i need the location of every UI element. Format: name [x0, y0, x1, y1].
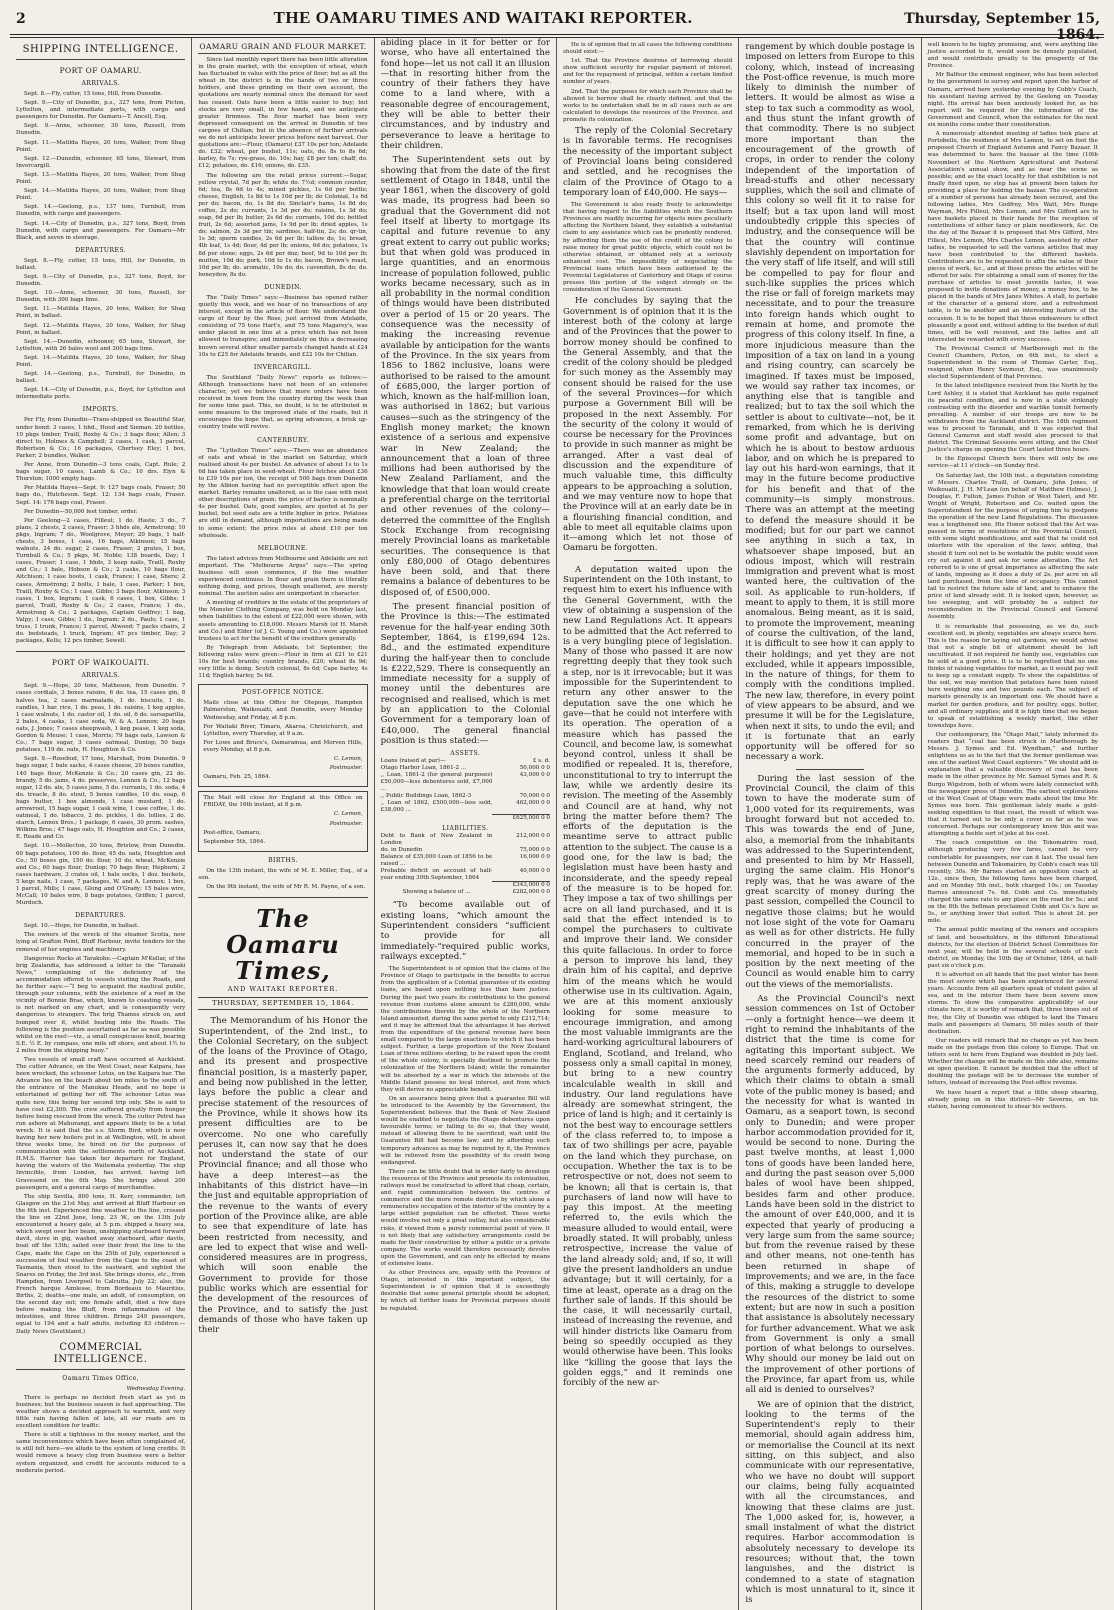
editorial-continued — [381, 38, 550, 746]
port-oamaru-heading: PORT OF OAMARU. — [59, 66, 142, 75]
table-row: ,, Loan, 1861-2 (for general purposes) £50,000—less debentures sold, £7,000 ... 43,000 0 0 — [380, 772, 550, 793]
departures-list — [16, 258, 185, 402]
mail-notice — [198, 791, 367, 852]
news-paragraph: Since last monthly report there has been little alteration in the grain market, with the exception of wheat, which has fluctuated in value with the price of flour; but as all the wheat in the district is in the hands of two or three holders, and these grinding on their own account, the quotations are nearly nominal since the demand for seed has ceased. Oats have been a little easier to buy; but stocks are very small, in few hands, and we anticipate greater firmness. The flour market has been very depressed consequent on the arrival in Dunedin of two cargoes of Chilian; but in the absence of further arrivals we do not anticipate lower prices before next harvest. Our quotations are:—Flour, (Oamaru) £37 10s per ton; Adelaide do. £32; wheat, per bushel, 11s; oats, do. 8s to 8s 6d; barley, 6s 7s; rye-grass, do. 10s; hay, £8 per ton; chaff, do. £12; potatoes, do. £16; onions, do. £35. — [198, 57, 368, 170]
masthead — [10, 8, 1104, 43]
list-item: Sept. 8.—Fly, cutter, 15 tons, Hill, from Dunedin. — [24, 91, 163, 97]
column-2 — [192, 38, 374, 1610]
editorial-paragraph: The Memorandum of his Honor the Superintendent, of the 2nd inst., to the Colonial Secretary, on the subject of the loans of the Province of Otago, and its present and prospective financial position, is a masterly paper, and being now published in the letter, lays before the public a clear and precise statement of the resources of the Province, while it shows how its present difficulties are to be overcome. No one who carefully peruses it, can now say that he does not understand the state of our Provincial finance; and all those who have a deep interest—as the inhabitants of this district have—in the just and equitable appropriation of the revenue to the wants of every portion of the Province alike, are able to see that expenditure of late has been restricted from necessity, and are led to expect that wise and well-considered measures are in progress, which will soon enable the Government to provide for those public works which are essential for the development of the resources of the Province, and to satisfy the just demands of those who have taken up their — [198, 1016, 368, 1336]
table-row: £625,000 0 0 — [381, 814, 550, 822]
list-item: Sept. 11.—Matilda Hayes, 20 tons, Walker, for Shag Point, in ballast. — [16, 306, 186, 320]
editorial-paragraph: He concludes by saying that the Government is of opinion that it is the interest both of the colony at large and of the Provinces that the power to borrow money should be confined to the General Assembly, and that the credit of the colony should be pledged for such money as the Assembly may consent should be raised for the use of the several Provinces—for which purpose a Government Bill will be proposed in the next Assembly. For the security of the colony it would of course be necessary for the Provinces to provide in such manner as might be arranged. After a vast deal of discussion and the expenditure of much valuable time, this difficulty appears to be approaching a solution, and we may venture now to hope that the Province will at an early date be in a flourishing financial condition, and able to meet all equitable claims upon it—among which let not those of Oamaru be forgotten. — [562, 296, 733, 554]
list-item: Sept. 8.—Fly, cutter, 15 tons, Hill, for Dunedin, in ballast. — [16, 257, 186, 271]
table-row: Probable deficit on account of half-year ending 30th September, 1864 40,000 0 0 — [380, 867, 550, 881]
small-paragraph: The Provincial Council of Marlborough met in the Council Chambers, Picton, on 6th inst., to elect a Superintendent in the room of Thomas Carter, Esq., resigned, when Henry Seymour, Esq., was unanimously elected Superintendent of that Province. — [927, 345, 1098, 381]
list-item: Sept. 14.—Matilda Hayes, 20 tons, Walker, for Shag Point. — [16, 354, 186, 368]
liabilities-table — [381, 833, 550, 897]
editorial-paragraph: The reply of the Colonial Secretary is in favorable terms. He recognises the necessity of the important subject of Provincial loans being considered and settled, and he recognises the claim of the Province of Otago to a temporary loan of £40,000. He says— — [562, 126, 733, 198]
notice-place: Post-office, Oamaru, — [203, 829, 261, 836]
editorial-lead — [198, 1016, 367, 1335]
postmaster-title: Postmaster. — [329, 820, 363, 827]
column-5 — [739, 38, 921, 1610]
columns — [10, 38, 1104, 1606]
editorial-paragraph: During the last session of the Provincial Council, the claim of this town to have the moderate sum of 1,000 voted for its requirements, was brought forward but not acceded to. This was towards the end of June, also, a memorial from the inhabitants was addressed to the Superintendent, and presented to him by Mr Hassell, urging the same claim. His Honor's reply was, that he was aware of the great scarcity of money during the past session, compelled the Council to negative those claims; but he would not lose sight of the vote for Oamaru as well as for other districts. He fully concurred in the prayer of the memorial, and hoped to be in such a position by the next meeting of the Council as would enable him to carry out the views of the memorialists. — [745, 773, 915, 990]
editorial-subtitle: AND WAITAKI REPORTER. — [227, 985, 339, 994]
editorial-paragraph: rangement by which double postage is imposed on letters from Europe to this colony, which, instead of increasing the Post-office revenue, is much more likely to diminish the number of letters. It would be almost as wise a step to tax such a commodity as wool, and thus stunt the infant growth of that commodity. There is no subject more important than the encouragement of the growth of crops, in order to render the colony independent of the importation of bread-stuffs and other necessary supplies, which the soil and climate of this colony so well fit it to raise for itself; but a tax upon land will most undoubtedly cripple this species of industry, and the consequence will be that the country will continue slavishly dependent on importation for the very staff of life itself, and will still be compelled to pay for flour and such-like supplies the prices which the rise or fall of foreign markets may necessitate, and to pour the treasure into foreign hands which ought to remain at home, and promote the progress of this colony itself. In fine, a more injudicious measure than the imposition of a tax on land in a young and rising country, can scarcely be imagined. If taxes must be imposed, we would say rather tax incomes, or anything else that is tangible and realized; but to tax the soil which the settler is about to cultivate—not, be it remarked, from which he is deriving some profit and advantage, but on which he is about to bestow arduous labor, and on which he is prepared to lay out his hard-won earnings, that it may in the future become productive for his benefit and that of the community—is simply monstrous. There was an attempt at the meeting to defend the measure should it be modified; but for our part we cannot see anything in such a tax, in whatsoever shape imposed, but an odious impost, which will restrain immigration and prevent what is most wanted here, the cultivation of the soil. As applicable to run-holders, if meant to apply to them, it is still more anomalous. Being meant, as it is said, to promote the improvement, meaning of course the cultivation, of the land, it is difficult to see how it can apply to their holdings; and yet they are not excluded, while it appears impossible, in the nature of things, for them to comply with the conditions implied. The new law, therefore, in every point of view appears to be absurd, and we presume it will be for the Legislature, when next it sits, to undo the evil; and it is fortunate that an early opportunity will be offered for so necessary a work. — [745, 42, 915, 763]
editorial-quote — [381, 900, 550, 962]
small-paragraph: It is adverted on all hands that the past winter has been the most severe which has been experienced for several years. Accounts from all quarters speak of violent gales at sea, and in the interior there have been severe snow storms. To show the comparative applicability of our climate here, it is worthy of remark that, three times out of five, the City of Dunedin was obliged to land the Timaru mails and passengers at Oamaru, 50 miles south of their destination. — [927, 972, 1098, 1035]
list-item: Sept. 12.—Matilda Hayes, 20 tons, Walker, for Shag Point, in ballast. — [16, 322, 186, 336]
postmaster-signature: C. Lemon, — [333, 811, 363, 818]
assets-table — [381, 758, 550, 822]
wk-news — [16, 932, 185, 1335]
news-paragraph: The Southland “Daily News” reports as follows:—Although transactions have not been of an extensive character, yet we believe that more orders have been received in town from the country during the week than for some time past. This, no doubt, is to be attributed in some measure to the improved state of the roads, but it encourages the hope that, as spring advances, a brisk up-country trade will revive. — [198, 374, 368, 431]
column-3 — [375, 38, 557, 1610]
small-paragraph: The Superintendent is of opinion that the claims of the Province of Otago to participate in the benefits to accrue from the application of a Colonial guarantee of its existing loans, are based upon nothing less than bare justice. During the past two years its contributions to the general revenue from customs alone amount to £280,000, while the contributions thereto by the whole of the Northern Island amounted, during the same period to only £212,714; and it may be affirmed that the advantages it has derived from the expenditure of the general revenue have been small compared to the large exactions to which it has been subject. Further, a large proportion of the New Zealand Loan of three millions sterling, to be raised upon the credit of the whole colony, is specially destined to promote the colonization of the Northern Island; while the remainder will be absorbed by a war in which the interests of the Middle Island possess no local interest, and from which they will derive no appreciable benefit. — [380, 966, 550, 1093]
small-paragraph: Our contemporary, the “Otago Mail,” lately informed its readers that “coal has been struck in Marlborough by Messrs. J. Symes and Ed. Wyndham,” and further enlightens us as to the fact that the former gentleman was one of the earliest West Coast explorers.” We should add in explanation that a valuable discovery of coal has been made in the other province by Mr. Samuel Symes and R. & Burgo Wigstrom, both of whom were lately connected with the newspaper press of Dunedin. The earliest explorations of the West Coast of Otago were made about the time Mr. Symes was born. This gentleman lately made a gold-seeking expedition to that coast, the result of which was that it turned out to be only a cover so far as he was concerned. Perhaps our contemporary knew this and was attempting a feeble sort of joke at his cost. — [927, 731, 1098, 838]
list-item: Per Fly, from Dunedin—Trans-shipped ex Beautiful Star, under bond: 3 cases, 1 hhd., Hood and Sieman. 20 bottles, 10 pkgs timber, Traill, Roxby & Co.; 3 bags flour, Allen; 3 direct to, Holmes & Campbell; 2 cases, 1 cask, 1 parcel, Robertson & Co.; 16 packages, Chertsey Eley; 1 box, Parker; 2 bundles, Walker. — [16, 417, 186, 459]
quote-paragraph: “To become available out of existing loans, “which amount the Superintendent considers “sufficient to provide for all immediately-“required public works, railways excepted.” — [380, 900, 550, 962]
notice-date: September 5th, 1864. — [203, 838, 266, 845]
list-item: Per Dunedin—50,000 feet timber, order. — [24, 508, 138, 515]
notice-line: The Mail will close for England at this Office on FRIDAY, the 16th instant, at 8 p.m. — [203, 795, 363, 809]
list-item: Per Anne, from Dunedin—3 tons coals, Capt. Rule; 2 bags sugar, 10 cases, Lamb & Co.; 10 drs. Elyn & Thurston; 1000 empty bags. — [16, 462, 186, 483]
list-item: Sept. 9.—City of Dunedin, p.s., 327 tons, Boyd, for Dunedin. — [16, 273, 186, 288]
commercial-day: Wednesday Evening. — [126, 1385, 186, 1392]
table-row: Loans (raised at par)— £ s. d. — [380, 758, 550, 765]
small-paragraph: A numerously attended meeting of ladies took place at Portobello, the residence of Mrs Lemon, to set on foot the proposed Church of England Autumn and Fancy Bazaar. It was determined to have the bazaar at the time (10th November) of the Northern Agricultural and Pastoral Association's annual show, and as near the scene as possible; and as the exact locality for that exhibition is not finally fixed upon, no step has at present been taken for providing a place for holding the bazaar. The co-operation of a number of persons has already been secured, and the following ladies, Mrs Godfrey, Mrs Watt, Mrs Runge Wayman, Mrs Filleul, Mrs Lemon, and Mrs Gifford are to have baskets placed in their hands for the reception of contributions of either fancy or plain needlework, &c. On the day of the Bazaar it is proposed that Mrs Gifford, Mrs Filleul, Mrs Lemon, Mrs Charles Lemon, assisted by other ladies, be requested to sell the various articles that may have been contributed to the different baskets. Contributors are to be requested to affix the value of their pieces of work, &c., and at those prices the articles will be offered for sale. For obtaining a small sum of money for the purchase of articles to meet juvenile tastes, it was proposed to invite donations of money, a money box, to be placed in the hands of Mrs Janes Whites. A stall, to partake of the character of a general store, and a refreshment table, is to be another and an interesting feature of the occasion. It is to be hoped that these endeavours to effect pleasantly a good end, without adding to the burden of dull times, will be well received, and the ladies and all interested be rewarded with every success. — [927, 131, 1098, 343]
postmaster-title: Postmaster. — [329, 765, 363, 772]
news-paragraph: The “Lyttelton Times” says:—There was an abundance of oats and wheat in the market on Saturday, which realised about 4s per bushel. An advance of about 1s to 1s 6d has taken place in seed-wheat. Flour fetches about £36 to £39 10s per ton, the receipt of 500 bags from Dunedin by the Albion having had no perceptible effect upon the market. Barley remains unaltered, as is the case with most other descriptions of grain; the price of barley is nominally 4s per bushel. Oats, good samples, are quoted at 5s per bushel, but seed oats are a trifle higher in price. Potatoes are still in demand, although importations are being made to some extent; the price rules at about £10 per ton wholesale. — [198, 447, 368, 539]
departures-heading: DEPARTURES. — [75, 246, 127, 254]
liabilities-heading: LIABILITIES. — [442, 824, 489, 832]
list-item: Sept. 9.—Hope, 20 tons, Matheson, from Dunedin. 7 cases cordials, 3 boxes raisins, 6 do. tea, 15 cases gin, 8 halves tea, 2 cases marmalade, 1 do. biscuits, 1 do. candles, 1 bar. rice, 1 do. peas, 1 do. raisins, 1 keg apples, 1 case walnuts, 1 do. castor oil, 1 do. oil, 6 do. sarsaparilla, 2 bales, 4 casks, 1 case soda, W. & A. Lennox; 20 bags oats, J. Jones; 7 cases sheepwash, 1 keg pease, 1 keg soda, Gordon & Meuse; 1 case, Morris; 79 bags oats, Lawson & Co.; 7 bags sugar, 3 cases oatmeal, Dunlop; 50 bags potatoes, 119 do. oats, H. Houghton & Co. — [16, 683, 186, 754]
small-paragraph: In the Episcopal Church here there will only be one service—at 11 o'clock—on Sunday first. — [927, 456, 1098, 470]
list-item: Sept. 10.—Mollecton, 20 tons, Bristow, from Dunedin. 60 bags potatoes, 100 do. flour, 45 do. oats, Houghton and Co.; 50 boxes gin, 150 do. flour, 10 do. wheat, McKenzie and Co.; 60 bags flour, Dunlop; 70 bags flour, Hepburn; 2 cases hardware, 3 crates oil, 1 bale socks, 1 doz. buckets, 5 kegs nails, 1 case, 7 packages, W. and A. Lennox; 1 box, 1 parcel, Mills; 1 case, Glong and O'Grady; 15 bales wire, McCall; 10 bales wire, 8 bags potatoes, Griffen; 1 parcel, Murdoch. — [16, 843, 186, 907]
list-item: Sept. 14.—Matilda Hayes, 20 tons, Walker, from Shag Point. — [16, 188, 186, 202]
arrivals-heading: ARRIVALS. — [81, 80, 120, 87]
small-paragraph: As other Provinces are, equally with the Province of Otago, interested in this important subject, the Superintendent is of opinion that it is exceedingly desirable that some general principle should be adopted, by which all further loans for Provincial purposes should be regulated. — [380, 1270, 550, 1312]
notice-date: Oamaru, Feb. 25, 1864. — [203, 774, 271, 781]
list-item: Sept. 11.—Matilda Hayes, 20 tons, Walker, from Shag Point. — [16, 139, 186, 153]
table-row: Debt to Bank of New Zealand in London 212,000 0 0 — [380, 832, 550, 846]
divider — [796, 769, 864, 770]
news-paragraph: By Telegraph from Adelaide, 1st September, the following rates were given:—Flour in firm at £21 to £21 10s for best brands; country brands, £20; wheat 8s 9d; very little is doing. Scotch colonial, 8s 6d; Cape barley, 4s 11d; English barley, 5s 6d. — [198, 644, 368, 680]
editorial-paragraph: A deputation waited upon the Superintendent on the 10th instant, to request him to exert his influence with the General Government, with the view of obtaining a suspension of the new Land Regulations Act. It appears to be admitted that the Act referred to is a very bungling piece of legislation. Many of those who passed it are now regretting deeply that they took such a step, nor is it irrevocable; but it was impossible for the Superintendent to return any other answer to the deputation save the one which he gave—that he could not interfere with its operation. The operation of a measure which has passed the Council, and become law, is somewhat beyond control, unless it shall be modified or repealed. It is, therefore, unconstitutional to try to interrupt the law, while we ardently desire its revision. The meeting of the Assembly and Council are at hand, why not bring the matter before them? The efforts of the deputation is the meantime serve to attract public attention to the subject. The cause is a good one, for the law is bad; the legislation must have been hasty and inconsiderate, and the speedy repeal of the measure is to be hoped for. They impose a tax of two shillings per acre on all land purchased, and it is said that the effect intended is to compel the purchasers to cultivate and improve their land. We consider this quite fallacious. In order to force a person to improve his land, they drain him of his capital, and deprive him of the means which he would otherwise use in its cultivation. Again, we are at this moment anxiously looking for some measure to encourage immigration, and among the most valuable immigrants are the hard-working agricultural labourers of England, Scotland, and Ireland, who possess only a small capital in money, but bring to a new country incalculable wealth in skill and industry. Our land regulations have already are somewhat stringent, the price of land is high; and it certainly is not the best way to encourage settlers of the class referred to, to impose a tax of two shillings per acre, payable on the land which they purchase, on occupation. Whether the tax is to be retrospective or not, does not seem to be known; all that is certain is, that purchasers of land now will have to pay this impost. At the meeting referred to, the evils which the measure alluded to would entail, were broadly stated. It will probably, unless retrospective, increase the value of the land already sold; and, if so, it will give the present landholders an undue advantage; but it will certainly, for a time at least, operate as a drag on the further sale of lands. If this should be the case, it will necessarily curtail, instead of increasing the revenue, and will hinder districts like Oamaru from being so speedily occupied as they would otherwise have been. This looks like “killing the goose that lays the golden eggs,” and it reminds one forcibly of the new ar- — [562, 564, 733, 1389]
shipping-heading: SHIPPING INTELLIGENCE. — [16, 44, 185, 60]
small-paragraph: The Government is also ready freely to acknowledge that having regard to the liabilities which the Southern Provinces are readily incurring for objects more peculiarly affecting the Northern Island, they establish a substantial claim to any assistance which can be prudently rendered, by affording them the use of the credit of the colony to raise money for great public objects, which could not be otherwise obtained, or obtained only at a seriously enhanced cost. The impossibility of negociating the Provincial loans which have been authorised by the Provincial Legislatures of Canterbury and Otago of course presses this portion of the subject strongly on the consideration of the General Government. — [562, 202, 733, 294]
table-row: Balance of £35,000 Loan of 1856 to be raised ... 16,000 0 0 — [380, 853, 550, 867]
list-item: Sept. 13.—Matilda Hayes, 20 tons, Walker, from Shag Point. — [16, 171, 186, 186]
notice-line: For Waitaki River, Timaru, Akaroa, Christchurch, and Lyttelton, every Thursday, at 9 a.m. — [203, 723, 363, 737]
divider — [614, 560, 682, 561]
list-item: Sept. 9.—Rosebud, 17 tons, Marshall, from Dunedin. 9 bags sugar, 1 bale sacks, 4 cases cheese, 20 boxes candles, 140 bags flour, McKenzie & Co.; 20 cases gin, 22 do. brandy, 5 do. jams, 4 do. preserves, Lennox & Co.; 12 bags sugar, 12 do. ale, 5 cases jams, 5 do. currants, 1 do. soda, 4 do. treacle, 8 do. stout, 5 boxes candles, 10 do. soap, 6 bags butter, 1 box almonds, 1 case mustard, 1 do. arrowroot, 15 bags sugar, 1 cask wine, 1 case coffee, 1 do. oatmeal, 1 do. tobacco, 2 do. pickles, 1 do. lollies, 2 do. starch, Lennox Bros.; 1 package, 6 cases, 30 prom. sashes, Wilkins Bros.; 47 bags oats, H. Houghton and Co.; 2 cases, E. Reade and Co. — [16, 756, 186, 841]
arrivals-list — [16, 91, 185, 242]
table-row: Showing a balance of ... £282,000 0 0 — [402, 889, 550, 896]
small-paragraph: It is remarkable that possessing, as we do, such excellent soil, in plenty, vegetables are always scarce here. This is the reason for laying out gardens, we would advise that not a single bit of allotment should be left uncultivated. If not required for family use, vegetables can be sold at a good price. It is to be regretted that no one thinks of raising vegetables for market, as it would pay well to keep up a constant supply. To show the capabilities of the soil, we may mention that potatoes have been raised here weighing one and two pounds each. The subject of markets generally is an important one. We should have a market for garden produce, and for poultry, eggs, butter, and all ordinary supplies; and it is high time that we began to speak of establishing a weekly market, like other townships have. — [927, 623, 1098, 729]
birth-notice: On the 9th instant, the wife of Mr R. M. Payne, of a son. — [206, 884, 366, 890]
commercial-office: Oamaru Times Office, — [62, 1374, 140, 1382]
news-paragraph: The following are the retail prices current:—Sugar, yellow crystal, 7d per lb; white do. 7½d; common counter, 6d; tea, 8s 6d to 4s; mixed pickles, 1s 6d per bottle; cheese, English, 1s 8d to 1s 10d per lb; do Colonial, 1s 6d per do; bacon, do, 1s 8d do; Sinclair's hams, 1s 8d do; coffee, 2s do; currants, 1s 3d per do; raisins, 1s 3d do; soap, 6d per lb; butter, 2s 6d do; currants, 10d do; bottled fruit, 2s 6d; assorted jams, 1s 9d per lb; dried apples, 1s do; salmon, 2s 3d per tin; sardines, half-tin, 2s; do. qr-tin, 1s 3d; sperm candles, 2s 6d per lb; tallow do, 1s; bread, 4lb loaf, 1s 4d; flour, 4d per lb; onions, 6d do; potatoes, 1s 8d per stone; eggs, 2s 6d per doz; beef, 9d to 10d per lb; mutton, 10d do; pork, 10d to 1s do; bacon, Brown's roast, 10d per lb; do. aromatic, 10s do; do. cavendish, 8s do; do. honeydew, 8s do. — [198, 172, 368, 278]
table-row: do. in Dunedin 75,000 0 0 — [380, 846, 550, 853]
editorial-paragraph: The present financial position of the Province is this:—The estimated revenue for the half-year ending 30th September, 1864, is £199,694 12s. 8d., and the estimated expenditure during the half-year then to conclude is £222,529. There is consequently an immediate necessity for a supply of money until the debentures are recognised and realised, which is met by an application to the Colonial Government for a temporary loan of £40,000. The general financial position is thus stated:— — [380, 602, 550, 746]
wk-departures-heading: DEPARTURES. — [75, 912, 127, 920]
post-office-notice — [198, 684, 367, 787]
news-paragraph: The ship Sevilla, 800 tons, H. Kerr, commander, left Glasgow on the 21st May, and arrived at Bluff Harbour on the 6th inst. Experienced fine weather to the line, crossed the line on 22nd June, long. 23 W., on the 13th July encountered a heavy gale, at 5 p.m. shipped a heavy sea, which swept over her beam, unshipping starboard forward davit, stove in gig, washed away starboard, after davits, boat off the 13th; sailed over their front the line to the Cape, made the Cape on the 25th of July, experienced a succession of foul weather from the Cape to the coast of Tasmania, then stood to the eastward, and sighted the Snares on Friday, the 3rd inst. She brings stores, etc., from Hampden, from Liverpool to Calcutta, July 22; also, the French barque Aimlesse, from Bordeaux to Mauritius. Births, 2; deaths—one male, an adult, of consumption, on the second day out; one female adult, died a few days before making the Bluff, from inflammation of the intestines, and three children. Brings 249 passengers, equal to 194 and a half adults, including 83 children.—Daily News (Southland.) — [16, 1193, 186, 1335]
editorial-continued — [745, 42, 914, 1606]
small-paragraph: In the latest intelligence received from the North by the Lord Ashley, it is stated that Auckland has quite regained its peaceful condition, and is now in a state strikingly contrasting with the disorder and warlike tumult formerly prevailing. A number of our troops are now to be withdrawn from the Auckland district. The 18th regiment was to proceed to Taranaki, and it was expected that General Cameron and staff would also proceed to that district. The Criminal Sessions were sitting, and the Chief Justice's charge on opening the Court lasted three hours. — [927, 383, 1098, 454]
page-number: 2 — [16, 11, 26, 27]
news-paragraph: A meeting of creditors in the estate of the proprietors of the Monster Clothing Company, was held on Monday last, when liabilities to the extent of £22,000 were shown, with assets amounting to £18,000. Messrs Marsh (of H. Marsh and Co.) and Elder (of J. C. Young and Co.) were appointed trustees to act for the benefit of the creditors generally. — [198, 600, 368, 642]
small-paragraph: The coach competition on the Tokomairiro road, although producing very few fares, cannot be very comfortable for passengers, nor can it last. The usual fare between Dunedin and Tokomairiro, by Cobb's coach was till recently, 30s. Mr Barnes started an opposition coach at 12s., since then, the following fares have been charged, and on Monday 5th inst., both charged 10s.; on Tuesday Barnes announced 7s. 6d. Cobb and Co. immediately charged the same rate to any place on the road for 5s.; and on the 8th the bellman proclaimed Cobb and Co.'s fare as 5s., or anything lower that suited. This is about 2d. per mile. — [927, 840, 1098, 925]
port-waikouaiti-heading: PORT OF WAIKOUAITI. — [51, 658, 150, 668]
news-paragraph: There is still a tightness in the money market, and the same inconvenience which have been often complained of, is still felt here—we allude to the system of long credits. It would remove a heavy clog from business were a better system organized, and credit for accounts reduced to a moderate period. — [16, 1432, 186, 1474]
list-item: Sept. 9.—City of Dunedin, p.s., 327 tons, from Picton, Lyttelton, and intermediate ports, with cargo and passengers for Dunedin. For Oamaru—T. Ancell, Esq. — [16, 100, 186, 121]
small-paragraph: He is of opinion that in all cases the following conditions should exist:— — [562, 42, 733, 56]
table-row: ,, Public Buildings Loan, 1862-3 70,000 0 0 — [380, 793, 550, 800]
list-item: Sept. 10.—Anne, schooner, 30 tons, Russell, for Dunedin, with 300 bags lime. — [16, 290, 186, 304]
imports-list — [16, 417, 185, 645]
small-paragraph: There can be little doubt that in order fairly to develope the resources of the Province and promote its colonization, railways must be constructed to afford that cheap, certain, and rapid communication between the centres of commerce and the more remote districts by which alone a remunerative occupation of the interior of the country by a large settled population can be effected. These works would involve not only a great outlay, but also considerable risks, if viewed from a purely commercial point of view. It is not likely that any satisfactory arrangements could be made for their construction by either a public or a private company. The works would therefore necessarily devolve upon the Government, and can only be effected by means of extensive loans. — [380, 1168, 550, 1267]
small-paragraph: Our readers will remark that no change as yet has been made on the postage from this colony to Europe. That on letters sent to here from England was doubled in July last. Whether the change will be made on this side also, remains an open question. It cannot be doubted that the effect of doubling the postage will be to decrease the number of letters, instead of increasing the Post-office revenue. — [927, 1037, 1098, 1087]
postmaster-signature: C. Lemon, — [333, 755, 363, 762]
list-item: Per Matilda Hayes—Sept. 9: 127 bags coals, Fraser; 50 bags do., Hutcheson. Sept. 12: 134 bags coals, Fraser. Sept. 14: 176 bags coal, Fraser. — [16, 485, 186, 506]
small-paragraph: 2nd. That the purposes for which each Province shall be allowed to borrow shall be clearly defined, and that the works to be undertaken shall be in all cases such as are calculated to develope the resources of the Province, and promote its colonization. — [562, 88, 733, 123]
news-paragraph: Two vessels of small craft have occurred at Auckland. The cutter Advance, on the West Coast, near Kaipara, has been wrecked, the schooner Lotus, on the Kaipara bar. The Advance lies on the beach about ten miles to the south of the entrance of the Manukau Heads, and no hope is entertained of getting her off. The schooner Lotus was quite new, this being her second trip only. She is said to have cost £2,300. The crew suffered greatly from hunger before being rescued from the wreck. The cutter Petrel has run ashore at Mahurangi, and appears likely to be a total wreck. It is said that the s.s. Storm Bird, which is now having her new boilers put in at Wellington, will, in about three weeks time, be hired on for the purposes of communication with the settlements north of Auckland. H.M.S. Harrier has taken her departure for England, having the waters of the Waitemata yesterday. The ship Invincible, from London, has arrived, having left Gravesend on the 6th May. She brings about 200 passengers, and a general cargo of merchandise. — [16, 1056, 186, 1191]
melbourne-heading: MELBOURNE. — [257, 544, 309, 552]
issue-date: Thursday, September 15, 1864. — [904, 11, 1100, 43]
wk-arrivals-heading: ARRIVALS. — [81, 672, 120, 680]
newspaper-title: THE OAMARU TIMES AND WAITAKI REPORTER. — [273, 8, 693, 27]
editorial-paragraph: The Superintendent sets out by showing that from the date of the first settlement of Otago in 1848, until the year 1861, when the discovery of gold was made, its progress had been so gradual that the Government did not feel itself at liberty to mortgage its capital and future revenue to any great extent to carry out public works; but that when gold was produced in large quantities, and an enormous increase of population followed, public works became necessary, such as in all probability in the normal condition of things would have been distributed over a period of 15 or 20 years. The consequence was the necessity of making the increasing revenue available by anticipation for the wants of the Province. In the six years from 1856 to 1862 inclusive, loans were authorised to be raised to the amount of £685,000, the larger portion of which, known as the half-million loan, was authorised in 1862; but various causes—such as the stringency of the English money market; the known existence of a serious and expensive war in New Zealand; the announcement that a loan of three millions had been authorised by the New Zealand Parliament, and the knowledge that that loan would create a preferential charge on the territorial and other revenues of the colony—deterred the committee of the English Stock Exchange from recognising merely Provincial loans as marketable securities. The consequence is that only £80,000 of Otago debentures have been sold, and that there remains a balance of debentures to be disposed of, of £500,000. — [380, 155, 550, 598]
notice-line: For Lowe and Bruce's, Oamaramua, and Morven Hills, every Monday, at 8 p.m. — [203, 739, 363, 753]
small-paragraph: On an assurance being given that a guarantee Bill will be introduced to the Assembly by the Government, the Superintendent believes that the Bank of New Zealand would be enabled to negotiate the Otago debentures upon favourable terms; or failing to do so, that they would, instead of allowing them to be sacrificed, wait until the Guarantee Bill had become law; and by affording such temporary advances as may be required by it, the Province will be relieved from the possibility of its credit being endangered. — [380, 1095, 550, 1166]
news-paragraph: The owners of the wreck of the steamer Scotia, now lying at Grafton Point, Bluff Harbour, invite tenders for the removal of her engines and machinery. — [16, 932, 186, 953]
editorial-continued — [563, 296, 732, 1388]
table-row: £343,000 0 0 — [381, 882, 550, 890]
wk-arrivals-list — [16, 683, 185, 907]
news-paragraph: The latest advices from Melbourne and Adelaide are not important. The “Melbourne Argus” says:—The spring business will soon commence, if the fine weather experienced continues. In flour and grain there is literally nothing doing, and prices, though unaltered, are merely nominal. The auction sales are unimportant in character. — [198, 555, 368, 598]
editorial-paragraph: abiding place in it for better or for worse, who have all entertained the fond hope—let us not call it an illusion—that in resorting hither from the country of their fathers they have come to a land where, with a reasonable degree of encouragement, they will be able to better their circumstances, and by industry and perseverance to leave a heritage to their children. — [380, 38, 550, 151]
dunedin-heading: DUNEDIN. — [264, 283, 302, 291]
news-paragraph: The “Daily Times” says:—Business has opened rather quietly this week, and we hear of no transactions of any interest, except in the article of flour. We understand the cargo of flour by the Rose, just arrived from Adelaide, consisting of 75 tons Hart's, and 75 tons Magarey's, was under placed in one line at a price which has not been allowed to transpire; and immediately on this a decreasing known several other smaller parcels changed hands at £24 10s to £25 for Adelaide brands, and £22 10s for Chilian. — [198, 294, 368, 358]
birth-notice: On the 13th instant, the wife of M. E. Miller, Esq., of a son. — [198, 867, 368, 881]
small-paragraph: 1st. That the Province desirous of borrowing should show sufficient security for regular payment of interest, and for the repayment of principal, within a certain limited number of years. — [562, 58, 733, 86]
canterbury-heading: CANTERBURY. — [257, 436, 309, 444]
invercargill-heading: INVERCARGILL. — [253, 363, 313, 371]
list-item: Sept. 14.—City of Dunedin, p.s., 327 tons, Boyd, from Dunedin, with cargo and passengers. For Oamaru—Mr Black, and seven in steerage. — [16, 220, 186, 241]
divider — [198, 897, 367, 898]
table-row: Otago Harbor Loan, 1861-2 ... 50,000 0 0 — [380, 765, 550, 772]
list-item: Sept. 14.—Geelong, p.s., Turnbull, for Dunedin, in ballast. — [16, 371, 186, 385]
list-item: Sept. 14.—City of Dunedin, p.s., Boyd, for Lyttelton and intermediate ports. — [16, 387, 186, 401]
list-item: Sept. 14.—Dunedin, schooner, 65 tons, Stewart, for Lyttelton, with 26 bales wool and 300 bags lime. — [16, 338, 186, 352]
imports-heading: IMPORTS. — [82, 406, 119, 414]
news-paragraph: There is perhaps no decided fresh start as yet in business; but the business season is fast approaching. The weather shows a decided approach to warmth, and very little rain having fallen of late, all our roads are in excellent condition for traffic. — [16, 1394, 186, 1430]
small-paragraph: On Saturday last, the 10th inst., a deputation consisting of Messrs. Charles Traill, of Oamaru, John Jones, of Waikouaiti, J. H. M'Lean (on behalf of Matthew Holmes), J. Douglas, F. Fulton, James Fulton of West Taieri, and Mr. Wright of Wright, Robertson and Co. waited upon the Superintendent for the purpose of urging him to postpone the operation of the new Land Regulations. The discussion was a lengthened one. His Honor noticed that the Act was passed in terms of resolutions of the Provincial Council, with some slight modifications, and said that he could not interfere with the operation of the laws; adding, that should it turn out not to be workable the public would soon cry out against it and ask for some alteration. The Act referred to is one of great importance as affecting the sale of lands, imposing as it does a duty of 2s. per acre on all land purchased, from the time of occupancy. This cannot fail to restrict the future sale of land, and to enhance the price of land already sold. It is looked upon, however, as too sweeping, and will probably be a subject for reconsideration in the Provincial Council and General Assembly. — [927, 472, 1098, 621]
editorial-masthead: The Oamaru Times, — [226, 904, 340, 986]
editorial-continued — [563, 126, 732, 198]
table-row: ,, Loan of 1862, £500,000—less sold, £38,000 ... 462,000 0 0 — [380, 800, 550, 814]
list-item: Sept. 12.—Dunedin, schooner, 65 tons, Stewart, from Invercargill. — [16, 155, 186, 169]
list-item: Sept. 14.—Geelong, p.s., 137 tons, Turnbull, from Dunedin, with cargo and passengers. — [16, 204, 186, 218]
notice-line: Mails close at this Office for Otepopo, Hampden Palmerston, Waikouaiti, and Dunedin, every Monday Wednesday, and Friday, at 8 p.m. — [203, 700, 363, 721]
list-item: Sept. 9.—Anne, schooner, 30 tons, Russell, from Dunedin. — [16, 123, 186, 137]
small-paragraph: We have heard a report that a little sheep shearing, already going on in this district—Mr Severne, on his station, having commenced to shear his wethers. — [927, 1089, 1098, 1110]
list-item: Per Geelong—2 cases, Filleul; 1 do. Haste; 3 do., 7 plans, 2 chests, 2 cases, Fraser; 3 hhds ale, Armstrong; 10 pkgs, Ingram; 7 do., Woolgrove, Meyer; 20 bags, 1 half-chests, 3 boxes, 1 case, 16 bags, Atkinson; 15 bags walnuts, 24 do. sugar, 2 cases, Fraser; 2 grates, 1 box, Turnbull & Co.; 5 pkgs, M. Noble; 138 boards, Day; 1 cases, Fraser; 1 case, 1 hhds, 3 keep nails, Traill, Roxby and Co.; 1 bale, Hobson & Co.; 2 casks, 10 bags flour, Aitchison; 1 case boots, 1 cask, France; 1 case, Shere; 2 cases, Armstrong; 2 bolts, 1 bale, 1 case, Parker; 1 box, Traill, Roxby & Co.; 1 case, Gibbs; 3 bags flour, Atkinson; 3 cases, 1 box, Ingram; 1 cask, 6 cases, 1 box, Gibbs; 1 parcel, Traill, Roxby & Co.; 2 cases, France; 1 do., Armstrong & Co.; 2 packages, Captain Godfrey; 1 bag, Valpy; 1 case, Gibbs; 1 do., Ingram; 2 do., Pauls; 1 case, 1 truss, 1 trunk, France; 1 parcel, Atwood; 7 packs chairs, 2 do. bedsteads, 1 truck, Ingram; 47 pcs timber, Day; 2 packages, Kells; 12 pcs timber, Sewell. — [16, 517, 186, 645]
small-paragraph: The annual public meeting of the owners and occupiers of land, and householders, in the different Educational districts, for the election of District School Committees for next year, will be held in the several schools of each district, on Monday, the 10th day of October, 1864, at half-past six o'clock p.m. — [927, 927, 1098, 969]
editorial-paragraph: We are of opinion that the district, looking to the terms of the Superintendent's reply to their memorial, should again address him, or memorialise the Council at its next sitting, on this subject, and also communicate with our representative, who we have no doubt will support our claims, being fully acquainted with all the circumstances, and knowing that these claims are just. The 1,000 asked for, is, however, a small instalment of what the district requires. Harbor accommodation is absolutely necessary to develope its resources; without that, the town languishes, and the district is condemned to a state of stagnation which is most unnatural to it, since it is — [745, 1399, 915, 1606]
column-6 — [922, 38, 1104, 1610]
list-item: Sept. 10.—Hope, for Dunedin, in ballast. — [24, 923, 140, 930]
editorial-dateline: THURSDAY, SEPTEMBER 15, 1864. — [198, 997, 367, 1010]
assets-heading: ASSETS. — [450, 750, 481, 758]
column-4 — [557, 38, 739, 1610]
news-paragraph: Dangerous Rocks at Tarakohe.—Captain M'Kellar, of the brig Zealandia, has addressed a letter to the “Taranaki News,” complaining of the deficiency of the accommodation offered to vessels visiting the Roads, and he further says:—“I beg to acquaint the nautical public, through your columns, with the existence of a reef in the vicinity of Bonnie Brae, which, known to coasting vessels, is not marked on any chart, and is consequently very dangerous to strangers. The brig Thames struck on, and bumped over it, whilst beating into the Roads. The following is the position ascertained as far as was possible whilst on the reef:—viz., a small conspicuous knoll, bearing S.E. ½ E. by compass, one mile off shore, and about 1½ to 2 miles from the shipping buoy.” — [16, 955, 186, 1054]
commercial-heading: COMMERCIAL INTELLIGENCE. — [16, 1342, 185, 1370]
small-paragraph: well known to be highly promising, and, were anything like justice accorded to it, would soon be densely populated, and would contribute greatly to the prosperity of the Province. — [927, 42, 1098, 70]
editorial-paragraph: As the Provincial Council's next session commences on 1st of October—only a fortnight hence—we deem it right to remind the inhabitants of the district that the time is come for agitating this important subject. We need scarcely remind our readers of the arguments formerly adduced, by which their claims to obtain a small vote of the public money is based; and the necessity for what is wanted in Oamaru, as a seaport town, is second only to Dunedin; and were proper harbor accommodation provided for it, would be second to none. During the past twelve months, at least 1,000 tons of goods have been landed here, and during the past season over 5,000 bales of wool have been shipped, besides farm and other produce. Lands have been sold in the district to the amount of over £40,000, and it is expected that yearly of producing a very large sum from the same source; but from the revenue raised by these and other means, not one-tenth has been returned in shape of improvements; and we are, in the face of this, making a struggle to develope the resources of the district to some extent; but are now in such a position that assistance is absolutely necessary for further advancement. What we ask from Government is only a small portion of what belongs to ourselves. Why should our money be laid out on the improvement of other portions of the Province, far apart from us, while all aid is denied to ourselves? — [745, 994, 915, 1396]
column-1 — [10, 38, 192, 1610]
post-office-heading: POST-OFFICE NOTICE. — [241, 689, 325, 697]
divider — [16, 651, 185, 652]
small-paragraph: Mr Balfour the eminent engineer, who has been selected by the government to survey and report upon the harbor of Oamaru, arrived here yesterday evening by Cobb's Coach, his assistant having arrived by the Geelong on Tuesday night. His arrival has been anxiously looked for, as his report will be required for the information of the Government and Council, when the estimates for the next six months come under their consideration. — [927, 72, 1098, 129]
births-heading: BIRTHS. — [268, 856, 298, 864]
grain-heading: OAMARU GRAIN AND FLOUR MARKET. — [198, 42, 367, 54]
